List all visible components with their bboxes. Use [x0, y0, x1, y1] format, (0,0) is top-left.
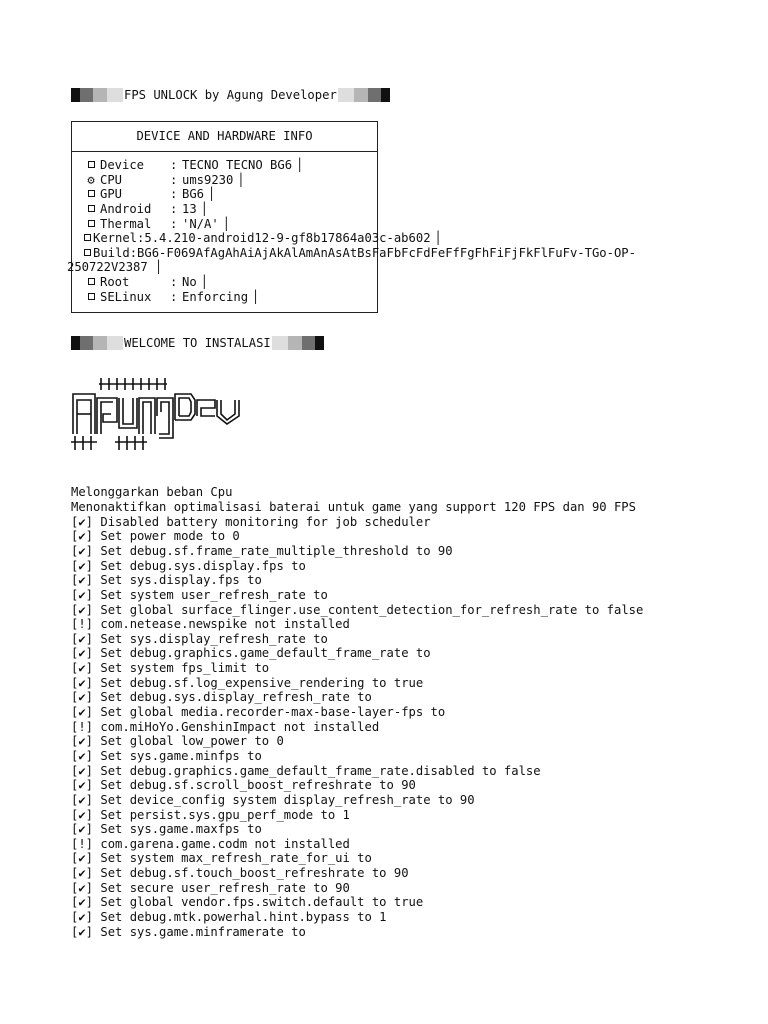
check-status: [✔]	[71, 529, 94, 544]
check-status: [✔]	[71, 690, 94, 705]
check-status: [✔]	[71, 822, 94, 837]
check-status: [✔]	[71, 778, 94, 793]
log-entry	[71, 705, 711, 720]
device-info-row-device	[72, 158, 377, 173]
log-entry-text: Set global vendor.fps.switch.default to true	[100, 895, 424, 910]
log-entry-text: Set power mode to 0	[100, 529, 240, 544]
log-entry-text: Set debug.sf.frame_rate_multiple_threshold to 90	[100, 543, 453, 558]
info-value: 5.4.210-android12-9-gf8b17864a03c-ab602	[144, 231, 431, 246]
log-entry-text: Set system user_refresh_rate to	[100, 587, 328, 602]
check-status: [✔]	[71, 748, 94, 763]
info-separator: :	[170, 158, 178, 172]
log-intro-line: Menonaktifkan optimalisasi baterai untuk game yang support 120 FPS dan 90 FPS	[71, 500, 636, 515]
box-edge: │	[237, 172, 245, 187]
info-value: BG6-F069AfAgAhAiAjAkAlAmAnAsAtBsFaFbFcFdFeFfFgFhFiFjFkFlFuFv-TGo-OP-	[137, 245, 636, 260]
info-separator: :	[170, 289, 178, 304]
box-edge: │	[296, 158, 304, 172]
box-edge: │	[208, 187, 216, 202]
check-status: [✔]	[71, 705, 94, 720]
check-status: [✔]	[71, 573, 94, 588]
check-status: [✔]	[71, 543, 94, 558]
log-entry	[71, 749, 711, 764]
log-entry-text: Set global low_power to 0	[100, 734, 284, 749]
log-entry	[71, 544, 711, 559]
welcome-banner	[71, 334, 711, 352]
info-value: 'N/A'	[182, 216, 219, 231]
square-bullet-icon	[84, 158, 98, 173]
info-value: No	[182, 275, 197, 290]
log-entry	[71, 646, 711, 661]
info-separator: :	[170, 201, 178, 216]
device-info-row-kernel	[72, 231, 442, 246]
info-label: CPU	[100, 172, 123, 187]
log-entry	[71, 573, 711, 588]
log-entry	[71, 529, 711, 544]
info-value: ums9230	[182, 172, 234, 187]
box-edge: │	[147, 260, 163, 275]
info-separator: :	[170, 172, 178, 187]
device-info-row-gpu	[72, 187, 377, 202]
log-entry	[71, 559, 711, 574]
info-label: Build	[93, 245, 130, 260]
info-separator: :	[137, 231, 145, 246]
log-entry	[71, 617, 711, 632]
info-label: Device	[100, 158, 145, 172]
device-info-box	[67, 121, 636, 313]
welcome-title: WELCOME TO INSTALASI	[124, 336, 271, 351]
info-separator: :	[170, 275, 178, 290]
log-entry	[71, 690, 711, 705]
check-status: [✔]	[71, 558, 94, 573]
log-entry-text: Set global media.recorder-max-base-layer-fps to	[100, 705, 446, 720]
banner-title: FPS UNLOCK by Agung Developer	[124, 88, 337, 102]
square-bullet-icon	[84, 217, 98, 232]
check-status: [✔]	[71, 602, 94, 617]
log-entry	[71, 910, 711, 925]
log-entry-text: com.garena.game.codm not installed	[100, 836, 350, 851]
log-entry	[71, 661, 711, 676]
log-entry-text: Set device_config system display_refresh_rate to 90	[100, 792, 475, 807]
log-entry	[71, 515, 711, 530]
log-entry-text: com.miHoYo.GenshinImpact not installed	[100, 719, 380, 734]
log-entry	[71, 720, 711, 735]
check-status: [✔]	[71, 924, 94, 939]
agung-dev-ascii-logo	[71, 376, 711, 457]
log-intro-line: Melonggarkan beban Cpu	[71, 485, 233, 500]
square-bullet-icon	[84, 187, 98, 202]
device-info-row-selinux	[72, 290, 377, 305]
banner-gradient-right	[338, 88, 390, 102]
log-entry	[71, 837, 711, 852]
check-status: [✔]	[71, 734, 94, 749]
check-status: [✔]	[71, 587, 94, 602]
log-entry	[71, 881, 711, 896]
terminal-output	[67, 86, 711, 939]
log-entry-text: Set sys.display.fps to	[100, 573, 262, 588]
log-entry	[71, 895, 711, 910]
warning-status: [!]	[71, 617, 94, 632]
info-value: Enforcing	[182, 289, 249, 304]
log-entry-text: Set debug.sf.scroll_boost_refreshrate to 90	[100, 778, 416, 793]
warning-status: [!]	[71, 719, 94, 734]
check-status: [✔]	[71, 631, 94, 646]
info-label: Thermal	[100, 216, 152, 231]
banner-gradient-right	[272, 336, 324, 350]
info-value-overflow: 250722V2387	[67, 260, 148, 275]
log-entry-text: Set system max_refresh_rate_for_ui to	[100, 851, 372, 866]
box-edge: │	[200, 201, 209, 216]
log-entry	[71, 632, 711, 647]
log-entry	[71, 822, 711, 837]
banner-gradient-left	[71, 336, 123, 350]
log-entry	[71, 588, 711, 603]
box-edge: │	[222, 216, 231, 231]
info-label: SELinux	[100, 289, 152, 304]
log-entry-text: Set global surface_flinger.use_content_detection_for_refresh_rate to false	[100, 602, 644, 617]
check-status: [✔]	[71, 763, 94, 778]
device-info-row-build	[72, 245, 636, 261]
box-edge: │	[252, 289, 260, 304]
log-entry	[71, 808, 711, 823]
log-entry	[71, 866, 711, 881]
log-entry-text: Set system fps_limit to	[100, 661, 270, 676]
check-status: [✔]	[71, 807, 94, 822]
log-entry-text: Set sys.game.minfps to	[100, 748, 262, 763]
device-info-body	[67, 152, 636, 304]
log-entry-text: Set debug.sf.log_expensive_rendering to true	[100, 675, 424, 690]
info-separator: :	[170, 216, 178, 231]
device-info-header: DEVICE AND HARDWARE INFO	[72, 122, 377, 152]
warning-status: [!]	[71, 836, 94, 851]
square-bullet-icon	[84, 275, 98, 290]
info-separator: :	[129, 245, 138, 260]
log-entry	[71, 764, 711, 779]
device-info-row-android	[72, 202, 377, 217]
square-bullet-icon	[84, 202, 98, 217]
check-status: [✔]	[71, 909, 94, 924]
log-entry-text: Set debug.sf.touch_boost_refreshrate to 90	[100, 866, 409, 881]
check-status: [✔]	[71, 851, 94, 866]
square-bullet-icon	[84, 246, 91, 261]
box-edge: │	[200, 275, 209, 290]
info-label: Kernel	[93, 231, 138, 246]
log-entry	[71, 734, 711, 749]
device-info-row-thermal	[72, 217, 377, 232]
info-label: GPU	[100, 187, 123, 202]
info-value: 13	[182, 201, 197, 216]
info-label: Android	[100, 201, 152, 216]
check-status: [✔]	[71, 880, 94, 895]
log-entry-text: Set sys.game.maxfps to	[100, 822, 262, 837]
banner-gradient-left	[71, 88, 123, 102]
log-entry-text: Set sys.game.minframerate to	[100, 924, 306, 939]
device-info-row-root	[72, 275, 377, 290]
check-status: [✔]	[71, 675, 94, 690]
log-entry-text: Set sys.display_refresh_rate to	[100, 631, 328, 646]
log-entry-text: Set debug.graphics.game_default_frame_rate.disabled to false	[100, 763, 541, 778]
check-status: [✔]	[71, 792, 94, 807]
log-entry-text: Set secure user_refresh_rate to 90	[100, 880, 350, 895]
fps-unlock-banner	[71, 86, 711, 104]
log-entry-text: Set debug.sys.display_refresh_rate to	[100, 690, 372, 705]
log-entry-text: Set debug.mtk.powerhal.hint.bypass to 1	[100, 909, 387, 924]
ascii-art-logo	[71, 376, 243, 454]
log-entry	[71, 925, 711, 940]
log-entry-text: com.netease.newspike not installed	[100, 617, 350, 632]
log-entry-text: Set persist.sys.gpu_perf_mode to 1	[100, 807, 350, 822]
info-label: Root	[100, 275, 130, 290]
info-value: BG6	[182, 187, 205, 202]
log-entry	[71, 676, 711, 691]
log-entry	[71, 851, 711, 866]
log-entry	[71, 603, 711, 618]
square-bullet-icon	[84, 290, 98, 305]
info-separator: :	[170, 187, 178, 202]
check-status: [✔]	[71, 661, 94, 676]
check-status: [✔]	[71, 514, 94, 529]
check-status: [✔]	[71, 895, 94, 910]
log-entry-text: Set debug.sys.display.fps to	[100, 558, 306, 573]
log-entry-text: Disabled battery monitoring for job scheduler	[100, 514, 431, 529]
square-bullet-icon	[84, 231, 91, 246]
info-value: TECNO TECNO BG6	[182, 158, 293, 172]
install-log	[71, 485, 711, 939]
box-edge: │	[434, 231, 442, 246]
build-overflow-line	[67, 260, 372, 275]
log-entry	[71, 793, 711, 808]
check-status: [✔]	[71, 866, 94, 881]
log-entry-text: Set debug.graphics.game_default_frame_rate to	[100, 646, 431, 661]
log-entry	[71, 778, 711, 793]
device-info-row-cpu	[72, 173, 377, 188]
check-status: [✔]	[71, 646, 94, 661]
gear-icon: ⚙	[87, 172, 95, 187]
